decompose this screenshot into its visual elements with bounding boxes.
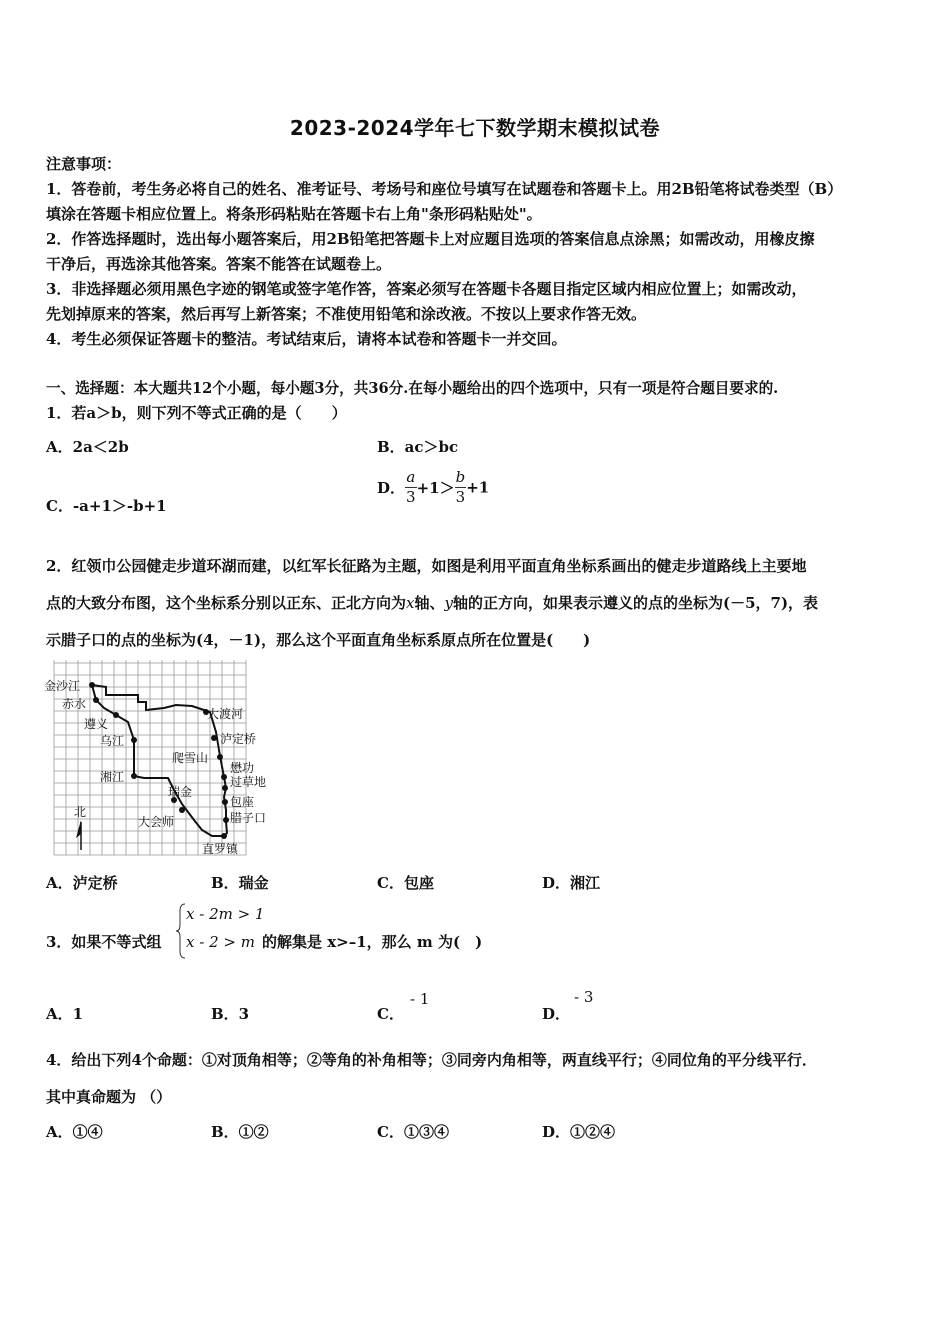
notice-heading: 注意事项：: [46, 155, 122, 173]
map-label-paxueshan: 爬雪山: [172, 751, 209, 765]
north-arrow-icon: [76, 820, 81, 850]
inequality-2: x - 2 > m: [186, 933, 255, 951]
question-4-line: 4．给出下列4个命题：①对顶角相等；②等角的补角相等；③同旁内角相等，两直线平行；④同位角的平分线平行．: [46, 1051, 817, 1069]
fraction-denominator: 3: [406, 488, 416, 506]
question-2-line: [46, 592, 818, 613]
notice-line: 干净后，再选涂其他答案。答案不能答在试题卷上。: [46, 255, 392, 273]
q1-option-b: B．ac＞bc: [377, 438, 459, 456]
fraction-numerator: b: [455, 468, 466, 486]
q1-d-mid: +1＞: [416, 479, 455, 497]
x-axis-var: x: [406, 594, 415, 612]
q3-option-b: B．3: [211, 1005, 250, 1023]
map-label-daduhe: 大渡河: [207, 707, 244, 721]
inequality-system: [176, 903, 266, 959]
q2-option-c: C．包座: [377, 874, 434, 892]
map-label-lazikou: 腊子口: [230, 811, 267, 825]
fraction-b-over-3: [455, 468, 467, 507]
q2-text: 点的大致分布图，这个坐标系分别以正东、正北方向为: [46, 594, 407, 612]
q1-d-end: +1: [466, 478, 490, 497]
map-label-wujiang: 乌江: [100, 734, 125, 748]
q3-option-c-label: C．: [377, 1005, 404, 1023]
notice-line: 2．作答选择题时，选出每小题答案后，用2B铅笔把答题卡上对应题目选项的答案信息点涂黑；如需改动，用橡皮擦: [46, 230, 815, 248]
q2-text: 轴、: [414, 594, 445, 612]
fraction-numerator: a: [406, 468, 416, 486]
map-label-zunyi: 遵义: [84, 717, 109, 731]
q2-option-a: A．泸定桥: [46, 874, 118, 892]
left-brace-icon: [176, 903, 186, 959]
question-4-line: 其中真命题为 （）: [46, 1088, 172, 1106]
q3-option-a: A．1: [46, 1005, 84, 1023]
question-1-stem: 1．若a＞b，则下列不等式正确的是（ ）: [46, 404, 347, 422]
question-3-suffix: 的解集是 x>–1，那么 m 为( ): [262, 933, 483, 951]
q3-option-c-value: - 1: [410, 990, 430, 1008]
notice-line: 填涂在答题卡相应位置上。将条形码粘贴在答题卡右上角"条形码粘贴处"。: [46, 205, 542, 223]
question-3-prefix: 3．如果不等式组: [46, 933, 162, 951]
page-title: 2023-2024学年七下数学期末模拟试卷: [289, 116, 661, 140]
inequality-1: x - 2m > 1: [186, 905, 265, 923]
notice-line: 先划掉原来的答案，然后再写上新答案；不准使用铅笔和涂改液。不按以上要求作答无效。: [46, 305, 647, 323]
q1-option-a: A．2a＜2b: [46, 438, 129, 456]
map-label-jinshajiang: 金沙江: [44, 679, 81, 693]
q4-option-c: C．①③④: [377, 1123, 449, 1141]
map-label-maogong: 懋功: [230, 761, 255, 775]
q2-text: 轴的正方向，如果表示遵义的点的坐标为(－5，7)，表: [452, 594, 819, 612]
map-label-guocaodi: 过草地: [230, 775, 267, 789]
q1-d-prefix: D．: [377, 479, 406, 497]
map-label-ludingqiao: 泸定桥: [220, 732, 257, 746]
map-label-baozuo: 包座: [230, 795, 255, 809]
question-2-line: 2．红领巾公园健走步道环湖而建，以红军长征路为主题，如图是利用平面直角坐标系画出的健走步道路线上主要地: [46, 557, 807, 575]
map-label-dahuishi: 大会师: [138, 815, 175, 829]
map-label-chishui: 赤水: [62, 697, 87, 711]
fraction-denominator: 3: [455, 488, 466, 506]
q3-option-d-label: D．: [542, 1005, 571, 1023]
q4-option-d: D．①②④: [542, 1123, 616, 1141]
q1-option-c: C．-a+1＞-b+1: [46, 497, 167, 515]
q3-option-d-value: - 3: [574, 988, 594, 1006]
q2-option-d: D．湘江: [542, 874, 601, 892]
q4-option-a: A．①④: [46, 1123, 103, 1141]
notice-line: 3．非选择题必须用黑色字迹的钢笔或签字笔作答，答案必须写在答题卡各题目指定区域内相应位置上；如需改动，: [46, 280, 807, 298]
notice-line: 1．答卷前，考生务必将自己的姓名、准考证号、考场号和座位号填写在试题卷和答题卡上。用2B铅笔将试卷类型（B）: [46, 180, 843, 198]
q4-option-b: B．①②: [211, 1123, 269, 1141]
question-2-line: 示腊子口的点的坐标为(4，－1)，那么这个平面直角坐标系原点所在位置是( ): [46, 631, 591, 649]
q1-option-d: [377, 468, 489, 507]
notice-line: 4．考生必须保证答题卡的整洁。考试结束后，请将本试卷和答题卡一并交回。: [46, 330, 567, 348]
section-heading: 一、选择题：本大题共12个小题，每小题3分，共36分.在每小题给出的四个选项中，只有一项是符合题目要求的.: [46, 380, 779, 397]
q2-option-b: B．瑞金: [211, 874, 269, 892]
map-label-north: 北: [74, 805, 87, 819]
map-label-xiangjiang: 湘江: [100, 770, 125, 784]
map-label-zhiluozhen: 直罗镇: [202, 842, 239, 856]
map-label-ruijin: 瑞金: [168, 785, 193, 799]
y-axis-var: y: [444, 594, 453, 612]
fraction-a-over-3: [405, 468, 417, 507]
long-march-map: [44, 660, 274, 860]
